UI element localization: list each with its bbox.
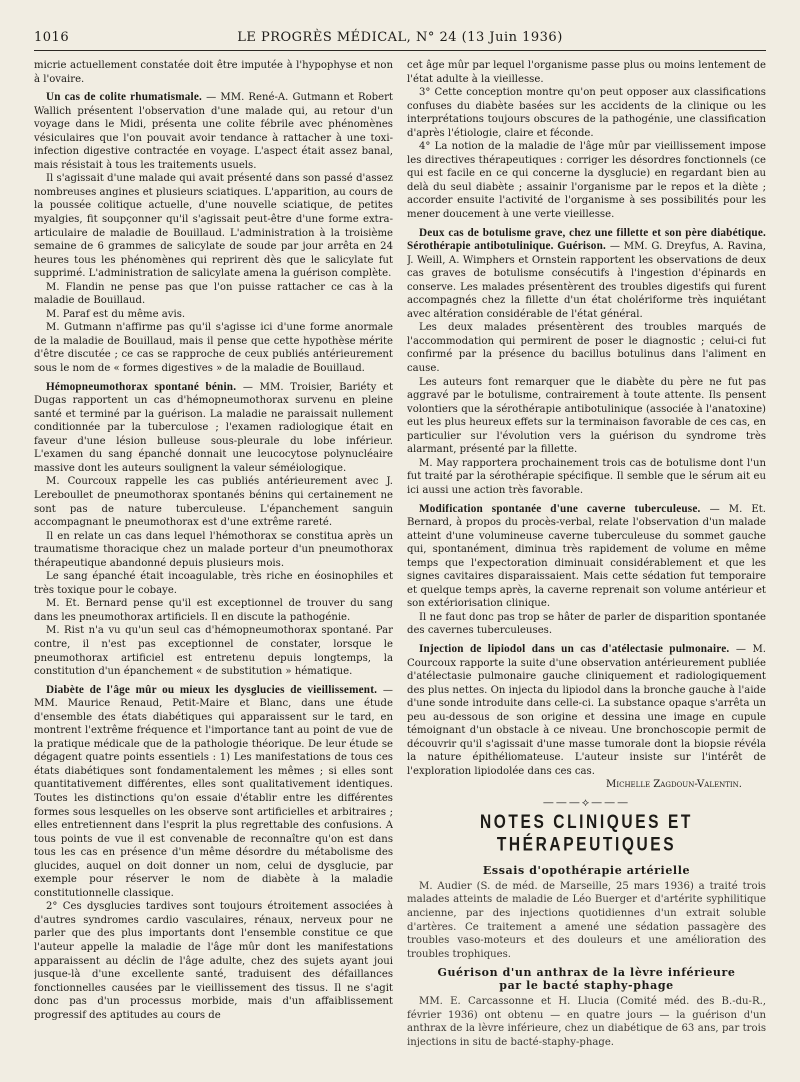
continued-paragraph: micrie actuellement constatée doit être imputée à l'hypophyse et non à l'ovaire.: [34, 60, 393, 85]
article-title: Un cas de colite rhumatismale.: [46, 91, 203, 104]
section-title: NOTES CLINIQUES ET THÉRAPEUTIQUES: [479, 811, 693, 856]
paragraph: 3° Cette conception montre qu'on peut opposer aux classifications confuses du diabète basées sur les accidents de la clinique ou les interprétations toujours obscures de la pathogénie, une classification d'après l'étiologie, claire et féconde.: [407, 87, 766, 139]
article-title: Diabète de l'âge mûr ou mieux les dysglucies de vieillissement.: [46, 683, 378, 696]
note-text: MM. E. Carcassonne et H. Llucia (Comité méd. des B.-du-R., février 1936) ont obtenu — en quatre jours — la guérison d'un anthrax de la lèvre inférieure, chez un diabétique de 63 ans, par trois injections in situ de bacté-staphy-phage.: [407, 996, 766, 1048]
paragraph: M. Et. Bernard pense qu'il est exceptionnel de trouver du sang dans les pneumothorax artificiels. Il en discute la pathogénie.: [34, 598, 393, 623]
paragraph: Il ne faut donc pas trop se hâter de parler de disparition spontanée des cavernes tuberculeuses.: [407, 611, 766, 637]
paragraph: Les auteurs font remarquer que le diabète du père ne fut pas aggravé par le botulisme, contrairement à toute attente. Ils pensent volontiers que la sérothérapie antibotulinique (associée à l'anatoxine) eut les plus heureux effets sur la terminaison favorable de ces cas, en particulier sur l'évolution vers la guérison du syndrome très alarmant, présenté par la fillette.: [407, 376, 766, 456]
note-title-line: Guérison d'un anthrax de la lèvre inférieure: [437, 966, 736, 980]
article-text: — M. Courcoux rapporte la suite d'une observation antérieurement publiée d'atélectasie pulmonaire gauche cliniquement et radiologiquement des plus nettes. On injecta du lipiodol dans la bronche gauche à l'aide d'une sonde introduite dans celle-ci. La substance opaque s'arrêta un peu au-dessous de son origine et dessina une image en cupule témoignant d'un obstacle à ce niveau. Une bronchoscopie permit de découvrir qu'il s'agissait d'une masse tumorale dont la biopsie révéla la nature épithéliomateuse. L'auteur insiste sur l'intérêt de l'exploration lipiodolée dans ces cas.: [407, 643, 766, 777]
paragraph: 2° Ces dysglucies tardives sont toujours étroitement associées à d'autres syndromes cardio vasculaires, rénaux, nerveux pour ne parler que des plus importants dont l'ensemble constitue ce que l'auteur appelle la maladie de l'âge mûr dont les manifestations apparaissent au déclin de l'âge adulte, chez des sujets ayant joui jusque-là d'une excellente santé, traduisent des défaillances fonctionnelles causées par le vieillissement des tissus. Il ne s'agit donc pas d'un processus morbide, mais d'un affaiblissement progressif des aptitudes au cours de: [34, 901, 393, 1021]
continued-paragraph: cet âge mûr par lequel l'organisme passe plus ou moins lentement de l'état adulte à la vieillesse.: [407, 60, 766, 85]
article-text: — M. Et. Bernard, à propos du procès-verbal, relate l'observation d'un malade atteint d'une volumineuse caverne tuberculeuse du sommet gauche qui, spontanément, diminua très rapidement de volume en même temps que l'expectoration diminuait considérablement et que les signes cavitaires disparaissaient. Mais cette sédation fut temporaire et quelque temps après, la caverne reprenait son volume antérieur et son extériorisation clinique.: [407, 503, 766, 610]
note-title-line: par le bacté staphy-phage: [499, 979, 674, 993]
article-hemopneumothorax: [34, 381, 393, 476]
running-title: LE PROGRÈS MÉDICAL, N° 24 (13 Juin 1936): [237, 30, 563, 45]
article-title: Modification spontanée d'une caverne tuberculeuse.: [419, 502, 701, 515]
article-text: — MM. Maurice Renaud, Petit-Maire et Blanc, dans une étude d'ensemble des états diabétiques qui apparaissent sur le tard, en montrent l'extrême fréquence et l'importance tant au point de vue de la pratique médicale que de la pathologie théorique. De leur étude se dégagent quatre points essentiels : 1) Les manifestations de tous ces états diabétiques sont fondamentalement les mêmes ; si elles sont quantitativement différentes, elles sont qualitativement identiques. Toutes les distinctions qu'on essaie d'établir entre les différentes formes sous lesquelles on les observe sont artificielles et arbitraires ; elles entretiennent dans l'esprit la plus regrettable des confusions. A tous points de vue il est convenable de reconnaître qu'on est dans tous les cas en présence d'un même désordre du métabolisme des glucides, auquel on doit donner un nom, celui de dysglucie, par exemple pour réserver le nom de diabète à la maladie constitutionnelle classique.: [34, 684, 393, 899]
author-signature: Michelle Zagdoun-Valentin.: [606, 779, 742, 791]
paragraph: M. Gutmann n'affirme pas qu'il s'agisse ici d'une forme anormale de la maladie de Bouillaud, mais il pense que cette hypothèse mérite d'être discutée ; ce cas se rapproche de ceux publiés antérieurement sous le nom de « formes digestives » de la maladie de Bouillaud.: [34, 322, 393, 375]
paragraph: M. Rist n'a vu qu'un seul cas d'hémopneumothorax spontané. Par contre, il n'est pas exceptionnel de constater, lorsque le pneumothorax artificiel est entretenu depuis longtemps, la constitution d'un épanchement « de substitution » hématique.: [34, 625, 393, 678]
article-colite: [34, 91, 393, 172]
paragraph: Le sang épanché était incoagulable, très riche en éosinophiles et très toxique pour le cobaye.: [34, 571, 393, 596]
page-number: 1016: [34, 30, 70, 45]
paragraph: M. Flandin ne pense pas que l'on puisse rattacher ce cas à la maladie de Bouillaud.: [34, 281, 393, 307]
article-text: — MM. René-A. Gutmann et Robert Wallich présentent l'observation d'une malade qui, au retour d'un voyage dans le Midi, présenta une colite fébrile avec phénomènes vésiculaires que l'on pouvait avoir tendance à rattacher à une toxi-infection digestive contractée en voyage. L'aspect était assez banal, mais résistait à tous les traitements usuels.: [34, 92, 393, 171]
paragraph: Il s'agissait d'une malade qui avait présenté dans son passé d'assez nombreuses angines et plusieurs sciatiques. L'apparition, au cours de la poussée colitique actuelle, d'une nouvelle sciatique, de petites myalgies, fit soupçonner qu'il s'agissait peut-être d'une forme extra-articulaire de maladie de Bouillaud. L'administration à la troisième semaine de 6 grammes de salicylate de soude par jour arrêta en 24 heures tous les phénomènes qui reprirent dès que le salicylate fut supprimé. L'administration de salicylate amena la guérison complète.: [34, 173, 393, 280]
two-column-body: [34, 59, 766, 1069]
article-title: Hémopneumothorax spontané bénin.: [46, 380, 237, 393]
right-column: [407, 59, 766, 1069]
paragraph: 4° La notion de la maladie de l'âge mûr par vieillissement impose les directives thérapeutiques : corriger les désordres fonctionnels (ce qui est facile en ce qui concerne la dysglucie) en regardant bien au delà du seul diabète ; assainir l'organisme par le repos et la diète ; accorder ensuite l'activité de l'organisme à ses possibilités pour les mener doucement à une verte vieillesse.: [407, 141, 766, 221]
article-diabete: [34, 684, 393, 901]
note-text: M. Audier (S. de méd. de Marseille, 25 mars 1936) a traité trois malades atteints de maladie de Léo Buerger et d'artérite syphilitique ancienne, par des injections quotidiennes d'un extrait soluble d'artères. Ce traitement a amené une sédation passagère des troubles vaso-moteurs et des douleurs et une amélioration des troubles trophiques.: [407, 880, 766, 960]
note-title: [407, 966, 766, 992]
article-lipiodol: [407, 643, 766, 778]
paragraph: M. Courcoux rappelle les cas publiés antérieurement avec J. Lereboullet de pneumothorax spontanés bénins qui certainement ne sont pas de nature tuberculeuse. L'épanchement sanguin accompagnant le pneumothorax est d'une extrême rareté.: [34, 476, 393, 529]
article-title: Injection de lipiodol dans un cas d'atélectasie pulmonaire.: [419, 642, 730, 655]
article-text: — MM. G. Dreyfus, A. Ravina, J. Weill, A. Wimphers et Ornstein rapportent les observations de deux cas graves de botulisme consécutifs à l'ingestion d'épinards en conserve. Les malades présentèrent des troubles digestifs qui furent accompagnés chez la fillette d'un état cholériforme très inquiétant avec altération considérable de l'état général.: [407, 241, 766, 320]
article-title: Deux cas de botulisme grave, chez une fillette et son père diabétique. Sérothérapie antibotulinique. Guérison.: [407, 226, 766, 253]
paragraph: M. May rapportera prochainement trois cas de botulisme dont l'un fut traité par la sérothérapie spécifique. Il semble que le sérum ait eu ici aussi une action très favorable.: [407, 457, 766, 496]
article-text: — MM. Troisier, Bariéty et Dugas rapportent un cas d'hémopneumothorax survenu en pleine santé et terminé par la guérison. La maladie ne paraissait nullement conditionnée par la tuberculose ; l'examen radiologique était en faveur d'une lésion bulleuse sous-pleurale du lobe inférieur. L'examen du sang épanché donnait une leucocytose polynucléaire massive dont les auteurs soulignent la valeur séméiologique.: [34, 381, 393, 474]
paragraph: M. Paraf est du même avis.: [46, 308, 186, 320]
ornament-divider: ———⟡———: [542, 795, 631, 809]
paragraph: Les deux malades présentèrent des troubles marqués de l'accommodation qui permirent de poser le diagnostic ; celui-ci fut confirmé par la présence du bacillus botulinus dans l'aliment en cause.: [407, 322, 766, 375]
left-column: [34, 59, 393, 1069]
page-header: [34, 28, 766, 51]
paragraph: Il en relate un cas dans lequel l'hémothorax se constitua après un traumatisme thoracique chez un malade porteur d'un pneumothorax thérapeutique abandonné depuis plusieurs mois.: [34, 530, 393, 569]
article-botulisme: [407, 227, 766, 322]
note-title: Essais d'opothérapie artérielle: [482, 863, 691, 877]
article-caverne: [407, 503, 766, 611]
